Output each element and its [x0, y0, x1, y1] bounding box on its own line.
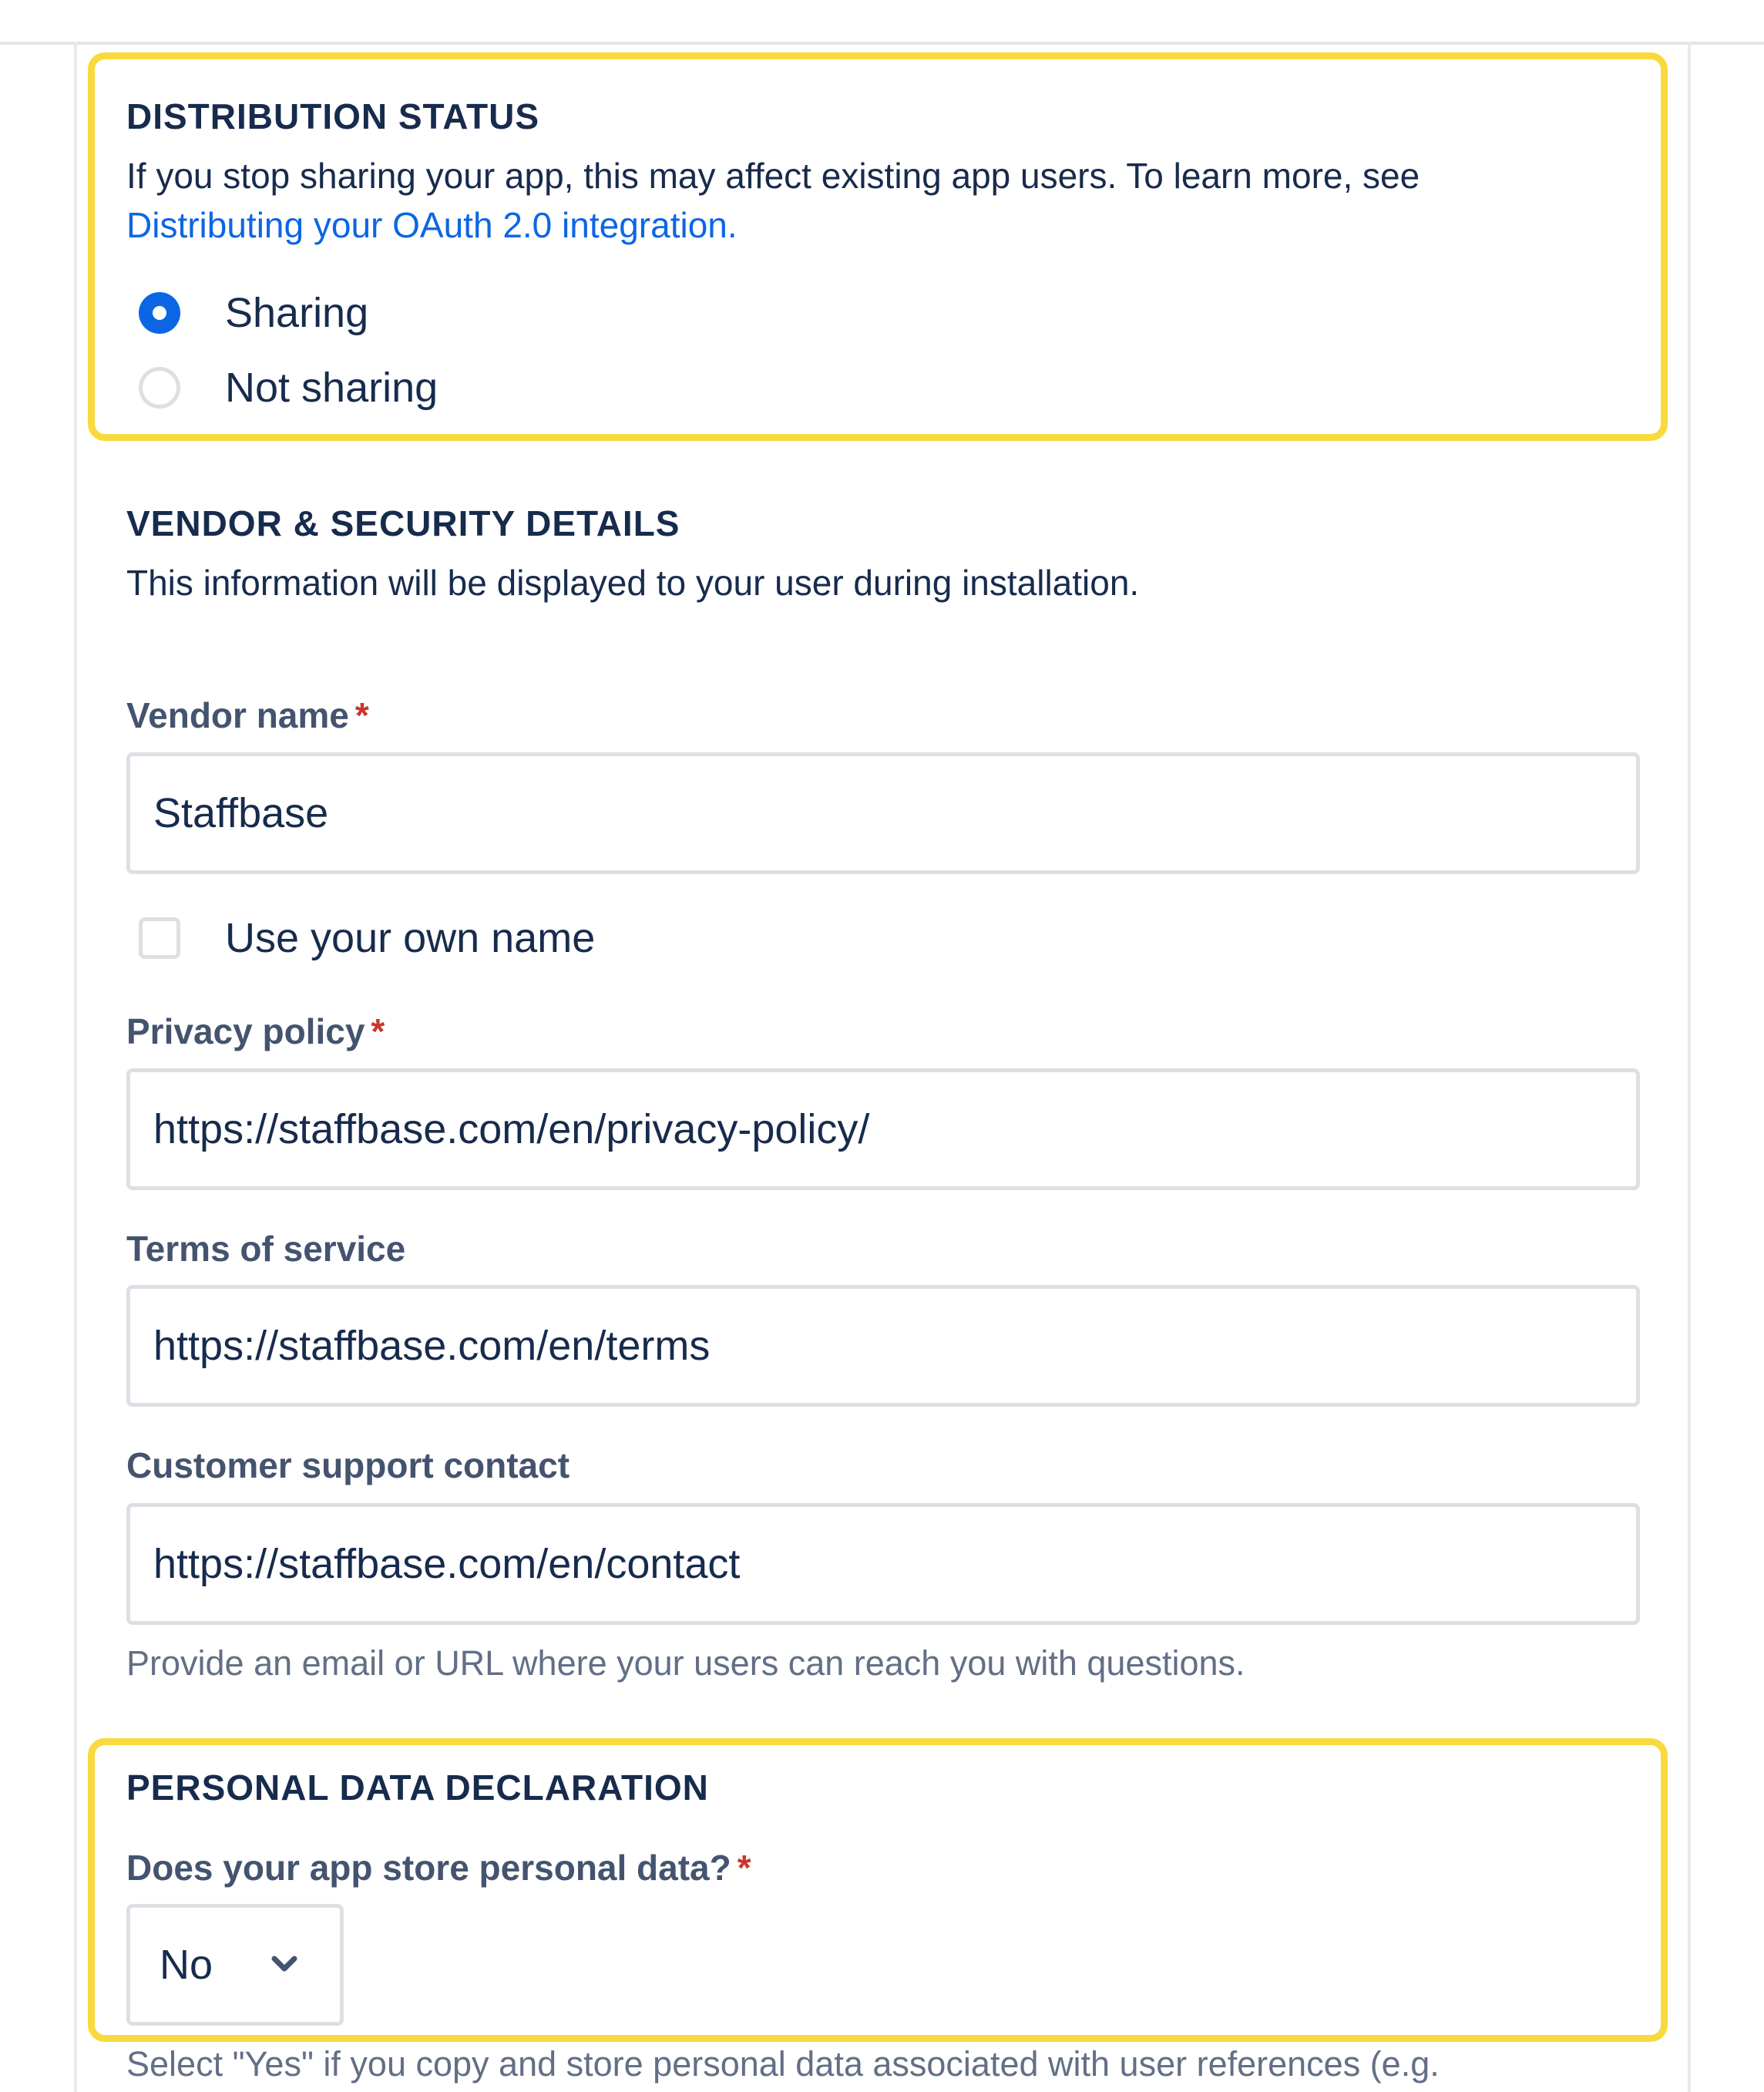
terms-of-service-label: Terms of service: [126, 1229, 406, 1269]
checkbox-unchecked-icon[interactable]: [139, 917, 180, 959]
distribution-description-text: If you stop sharing your app, this may affect existing app users. To learn more, see: [126, 156, 1420, 196]
radio-option-sharing[interactable]: [139, 289, 368, 337]
use-own-name-label: Use your own name: [225, 915, 596, 961]
personal-data-select[interactable]: [126, 1904, 344, 2026]
vendor-name-label: [126, 695, 369, 736]
use-own-name-checkbox-row[interactable]: [139, 914, 595, 962]
terms-of-service-value: https://staffbase.com/en/terms: [153, 1323, 711, 1369]
radio-label-not-sharing: Not sharing: [225, 365, 438, 411]
panel-right-border: [1688, 42, 1691, 2092]
distributing-oauth-link[interactable]: Distributing your OAuth 2.0 integration.: [126, 205, 738, 245]
radio-label-sharing: Sharing: [225, 290, 369, 336]
top-divider: [0, 42, 1764, 45]
chevron-down-icon: [269, 1952, 300, 1976]
distribution-status-heading: DISTRIBUTION STATUS: [126, 96, 540, 136]
privacy-policy-value: https://staffbase.com/en/privacy-policy/: [153, 1106, 870, 1152]
terms-of-service-input[interactable]: [126, 1285, 1640, 1407]
personal-data-helper: Select "Yes" if you copy and store personal data associated with user references (e.g.: [126, 2044, 1440, 2084]
customer-support-helper: Provide an email or URL where your users can reach you with questions.: [126, 1643, 1245, 1683]
privacy-policy-label-text: Privacy policy: [126, 1011, 365, 1051]
personal-data-question-label: [126, 1847, 751, 1889]
personal-data-selected-value: No: [160, 1942, 213, 1988]
radio-option-not-sharing[interactable]: [139, 364, 438, 412]
personal-data-heading: PERSONAL DATA DECLARATION: [126, 1767, 709, 1808]
privacy-policy-label: [126, 1011, 385, 1052]
vendor-security-heading: VENDOR & SECURITY DETAILS: [126, 503, 680, 543]
vendor-name-label-text: Vendor name: [126, 695, 349, 735]
required-asterisk: *: [354, 695, 369, 735]
panel-left-border: [74, 42, 77, 2092]
vendor-description: This information will be displayed to your user during installation.: [126, 563, 1140, 603]
customer-support-value: https://staffbase.com/en/contact: [153, 1541, 741, 1587]
required-asterisk: *: [371, 1011, 385, 1051]
radio-unselected-icon[interactable]: [139, 367, 180, 409]
distribution-description: [126, 151, 1420, 250]
vendor-name-input[interactable]: [126, 752, 1640, 874]
vendor-name-value: Staffbase: [153, 790, 329, 836]
privacy-policy-input[interactable]: [126, 1068, 1640, 1190]
radio-selected-icon[interactable]: [139, 292, 180, 334]
customer-support-input[interactable]: [126, 1503, 1640, 1625]
required-asterisk: *: [737, 1848, 751, 1888]
personal-data-question-text: Does your app store personal data?: [126, 1848, 731, 1888]
customer-support-label: Customer support contact: [126, 1445, 570, 1485]
